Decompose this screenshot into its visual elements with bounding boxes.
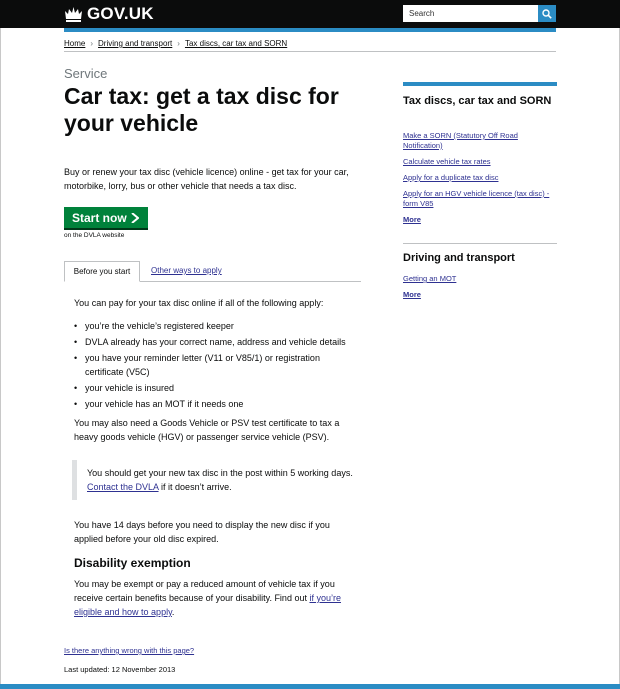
- chevron-right-icon: ›: [177, 39, 180, 48]
- start-note: on the DVLA website: [64, 232, 125, 239]
- inset-notice: [72, 460, 359, 500]
- footer-accent-bar: [0, 684, 620, 689]
- breadcrumb-taxdiscs[interactable]: Tax discs, car tax and SORN: [184, 39, 288, 48]
- tab-before-you-start[interactable]: Before you start: [64, 261, 140, 282]
- start-button-label: Start now: [72, 210, 127, 225]
- sidebar-link-duplicate[interactable]: Apply for a duplicate tax disc: [403, 173, 499, 182]
- sidebar-section-title: Tax discs, car tax and SORN: [403, 95, 552, 107]
- header-accent-bar: [64, 28, 556, 32]
- disability-text-start: You may be exempt or pay a reduced amount of vehicle tax if you receive certain benefits because of your disability. Find out: [74, 579, 335, 603]
- start-now-button[interactable]: [64, 207, 148, 228]
- list-item: • your vehicle is insured: [74, 381, 359, 395]
- logo-text: GOV.UK: [87, 4, 154, 23]
- page-title: Car tax: get a tax disc for your vehicle: [64, 83, 339, 136]
- goods-vehicle-text: You may also need a Goods Vehicle or PSV test certificate to tax a heavy goods vehicle (HGV) or passenger service vehicle (PSV).: [74, 418, 340, 442]
- list-item: • you have your reminder letter (V11 or V85/1) or registration certificate (V5C): [74, 351, 359, 379]
- breadcrumb-driving[interactable]: Driving and transport: [98, 39, 173, 48]
- crown-icon: [64, 6, 83, 22]
- sidebar-section-title-2: Driving and transport: [403, 252, 515, 264]
- breadcrumb-home[interactable]: Home: [64, 39, 86, 48]
- intro-text: You can pay for your tax disc online if all of the following apply:: [74, 298, 324, 308]
- sidebar-related-links: [403, 131, 553, 231]
- list-item: • DVLA already has your correct name, address and vehicle details: [74, 335, 359, 349]
- sidebar-link-hgv[interactable]: Apply for an HGV vehicle licence (tax disc) - form V85: [403, 189, 550, 208]
- search-icon: [542, 9, 552, 19]
- page-label: Service: [64, 66, 108, 81]
- page-lede: Buy or renew your tax disc (vehicle licence) online - get tax for your car, motorbike, lorry, bus or other vehicle that needs a tax disc.: [64, 167, 349, 191]
- contact-dvla-link[interactable]: Contact the DVLA: [87, 482, 159, 492]
- sidebar-accent-bar: [403, 82, 557, 86]
- sidebar-more-link-2[interactable]: More: [403, 290, 421, 299]
- site-header: [0, 0, 620, 28]
- last-updated: Last updated: 12 November 2013: [64, 665, 176, 674]
- sidebar-link-calculate[interactable]: Calculate vehicle tax rates: [403, 157, 491, 166]
- sidebar-link-sorn[interactable]: Make a SORN (Statutory Off Road Notification): [403, 131, 518, 150]
- disability-heading: Disability exemption: [74, 556, 191, 570]
- list-item: • your vehicle has an MOT if it needs one: [74, 397, 359, 411]
- display-disc-text: You have 14 days before you need to display the new disc if you applied before your old disc expired.: [74, 520, 330, 544]
- sidebar-link-mot[interactable]: Getting an MOT: [403, 274, 457, 283]
- inset-text-end: if it doesn’t arrive.: [158, 482, 232, 492]
- breadcrumb: [64, 39, 287, 48]
- tab-other-ways[interactable]: Other ways to apply: [151, 266, 222, 275]
- list-item: • you’re the vehicle’s registered keeper: [74, 319, 359, 333]
- search-input[interactable]: Search: [403, 5, 538, 22]
- sidebar-divider: [403, 243, 557, 244]
- breadcrumb-divider: [64, 51, 556, 52]
- eligibility-link[interactable]: if you’re eligible and how to apply: [74, 593, 341, 617]
- report-problem-link[interactable]: Is there anything wrong with this page?: [64, 646, 195, 655]
- govuk-logo[interactable]: [64, 5, 154, 23]
- disability-text: [74, 577, 359, 619]
- sidebar-more-link[interactable]: More: [403, 215, 421, 224]
- disability-text-end: .: [171, 607, 175, 617]
- inset-text: You should get your new tax disc in the post within 5 working days.: [87, 468, 353, 478]
- sidebar-related-links-2: [403, 274, 553, 306]
- eligibility-list: [74, 319, 359, 411]
- main-content: [74, 296, 359, 628]
- arrow-right-icon: [131, 213, 139, 223]
- search-button[interactable]: [538, 5, 556, 22]
- chevron-right-icon: ›: [90, 39, 94, 48]
